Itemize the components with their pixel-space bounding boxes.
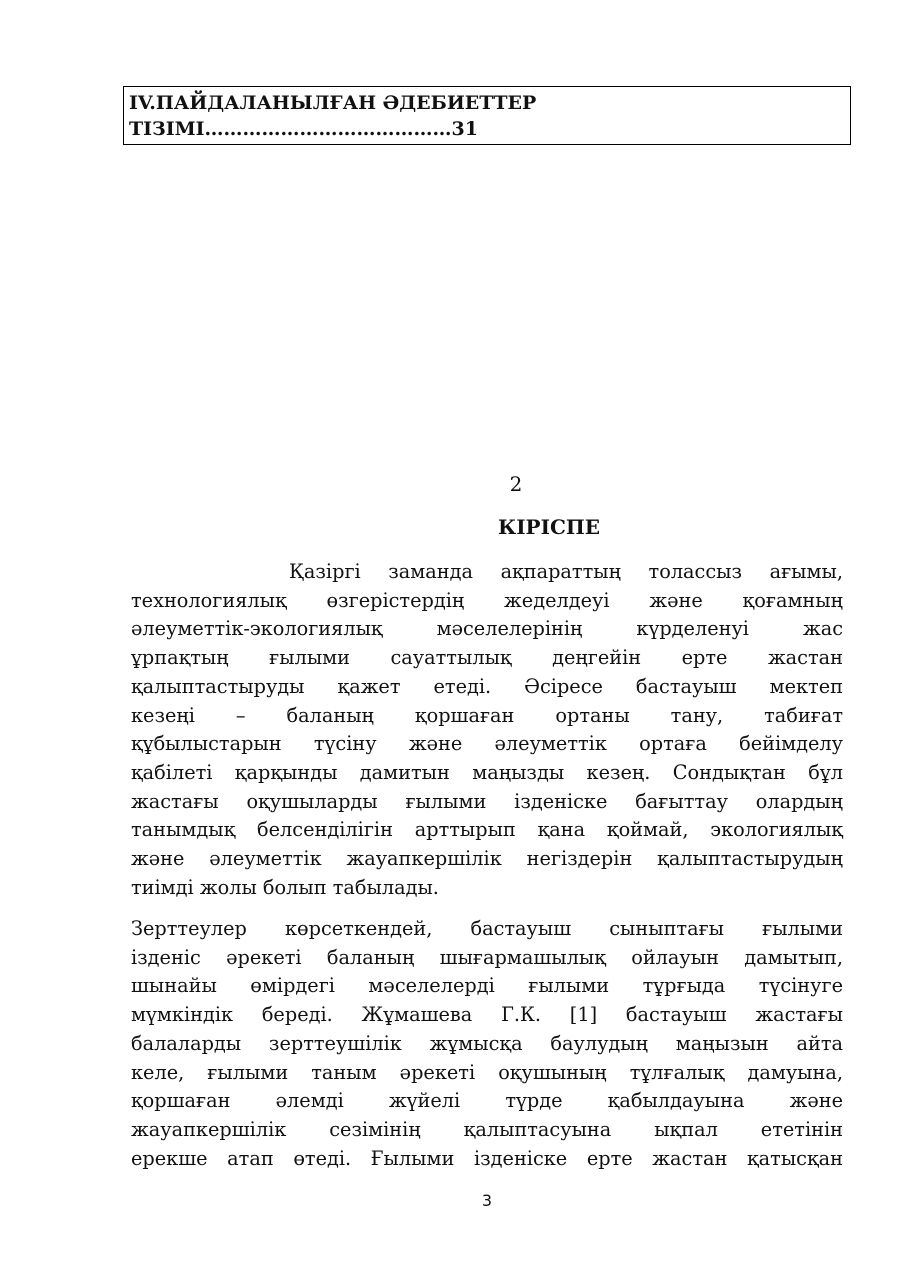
introduction-paragraph-2 <box>131 915 843 1173</box>
paragraph-line: мүмкіндік береді. Жұмашева Г.К. [1] бастауыш жастағы <box>131 1003 843 1027</box>
paragraph-line: Қазіргі заманда ақпараттың толассыз ағымы, <box>289 560 843 583</box>
paragraph-line: ұрпақтың ғылыми сауаттылық деңгейін ерте жастан <box>131 646 843 670</box>
paragraph-line: қалыптастыруды қажет етеді. Әсіресе бастауыш мектеп <box>131 674 843 698</box>
page-number-footer: 3 <box>481 1191 493 1210</box>
paragraph-line: тиімді жолы болып табылады. <box>131 875 439 899</box>
paragraph-line: ізденіс әрекеті баланың шығармашылық ойлауын дамытып, <box>131 945 843 969</box>
paragraph-line: жастағы оқушыларды ғылыми ізденіске бағыттау олардың <box>131 789 843 813</box>
paragraph-line: балаларды зерттеушілік жұмысқа баулудың маңызын айта <box>131 1031 843 1055</box>
paragraph-line: әлеуметтік-экологиялық мәселелерінің күрделенуі жас <box>131 617 843 641</box>
paragraph-line: құбылыстарын түсіну және әлеуметтік ортаға бейімделу <box>131 732 843 756</box>
paragraph-line: қоршаған әлемді жүйелі түрде қабылдауына және <box>131 1089 843 1113</box>
paragraph-line: және әлеуметтік жауапкершілік негіздерін қалыптастырудың <box>131 847 843 871</box>
paragraph-line: шынайы өмірдегі мәселелерді ғылыми тұрғыда түсінуге <box>131 974 843 998</box>
paragraph-line: Зерттеулер көрсеткендей, бастауыш сыныптағы ғылыми <box>131 917 843 940</box>
page-number-top: 2 <box>509 472 523 496</box>
paragraph-line: ерекше атап өтеді. Ғылыми ізденіске ерте жастан қатысқан <box>131 1146 843 1170</box>
toc-entry-box <box>123 86 851 145</box>
section-heading: КІРІСПЕ <box>498 515 600 539</box>
toc-line-2: ТІЗІМІ…………………………………31 <box>129 118 478 140</box>
toc-line-1: IV.ПАЙДАЛАНЫЛҒАН ӘДЕБИЕТТЕР <box>129 92 537 114</box>
paragraph-line: технологиялық өзгерістердің жеделдеуі және қоғамның <box>131 588 843 612</box>
paragraph-line: танымдық белсенділігін арттырып қана қоймай, экологиялық <box>131 818 843 842</box>
paragraph-line: жауапкершілік сезімінің қалыптасуына ықпал ететінін <box>131 1117 843 1141</box>
paragraph-line: келе, ғылыми таным әрекеті оқушының тұлғалық дамуына, <box>131 1060 843 1084</box>
paragraph-line: кезеңі – баланың қоршаған ортаны тану, табиғат <box>131 703 843 727</box>
paragraph-line: қабілеті қарқынды дамитын маңызды кезең. Сондықтан бұл <box>131 760 843 784</box>
introduction-paragraph-1 <box>131 558 843 902</box>
